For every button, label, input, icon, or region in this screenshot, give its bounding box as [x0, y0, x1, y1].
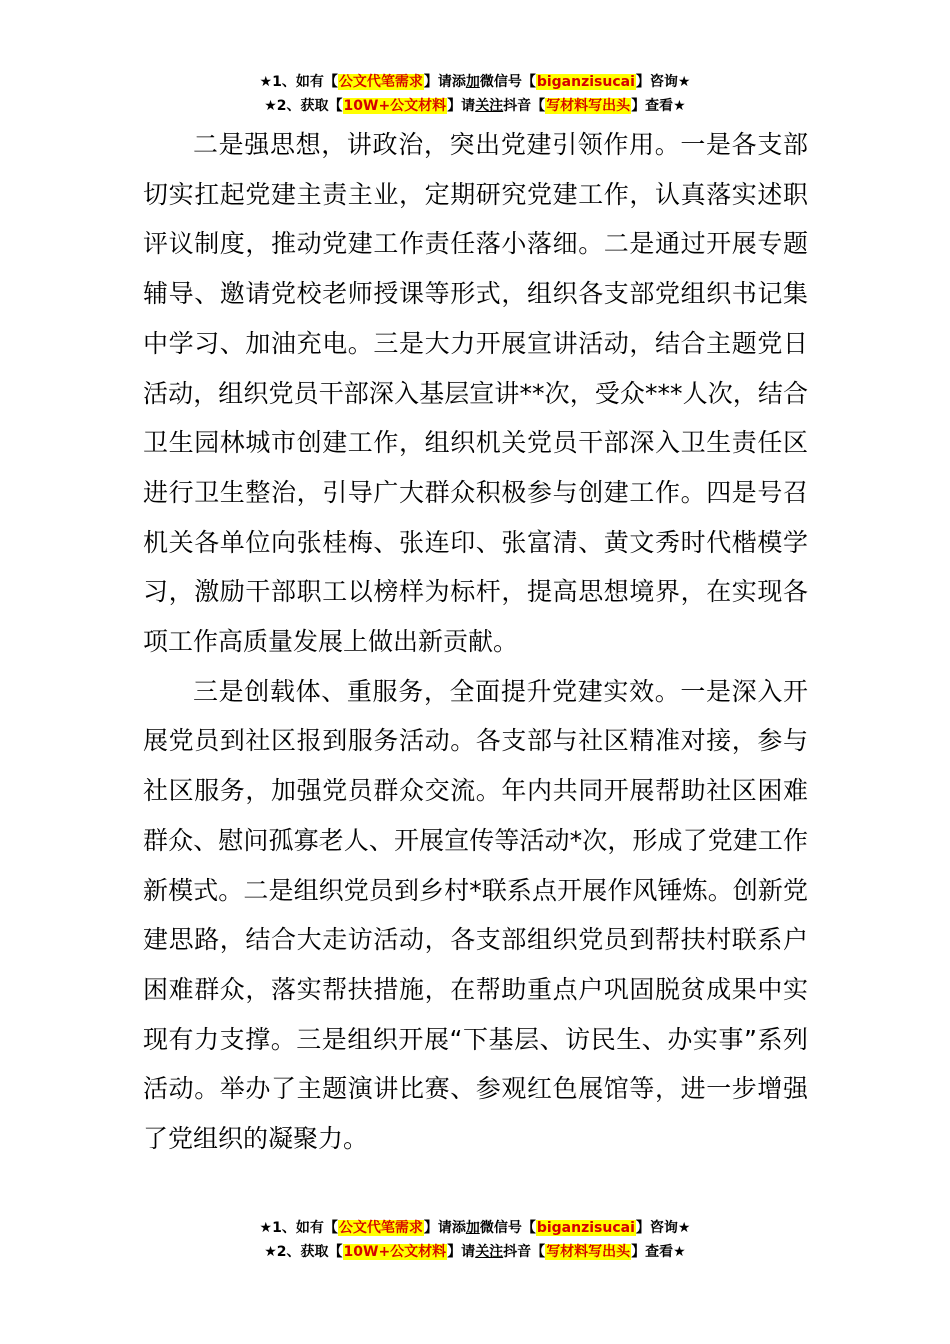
header-banner — [0, 70, 950, 118]
banner-underlined-text: 关注 — [475, 1244, 504, 1260]
banner-text: 】请 — [447, 1244, 476, 1260]
banner-text: 微信号【 — [479, 1220, 536, 1236]
banner-highlight-service: 公文代笔需求 — [338, 74, 423, 90]
banner-text: 】请 — [447, 98, 476, 114]
banner-line-1 — [0, 1216, 950, 1240]
banner-text: 】查看★ — [631, 1244, 686, 1260]
banner-line-2 — [0, 94, 950, 118]
paragraph-ideology: 二是强思想，讲政治，突出党建引领作用。一是各支部切实扛起党建主责主业，定期研究党建工作，认真落实述职评议制度，推动党建工作责任落小落细。二是通过开展专题辅导、邀请党校老师授课等形式，组织各支部党组织书记集中学习、加油充电。三是大力开展宣讲活动，结合主题党日活动，组织党员干部深入基层宣讲**次，受众***人次，结合卫生园林城市创建工作，组织机关党员干部深入卫生责任区进行卫生整治，引导广大群众积极参与创建工作。四是号召机关各单位向张桂梅、张连印、张富清、黄文秀时代楷模学习，激励干部职工以榜样为标杆，提高思想境界，在实现各项工作高质量发展上做出新贡献。 — [143, 130, 808, 657]
banner-text: ★2、获取【 — [264, 1244, 343, 1260]
banner-line-1 — [0, 70, 950, 94]
banner-highlight-materials: 10W+公文材料 — [343, 1244, 447, 1260]
banner-underlined-text: 加 — [465, 74, 480, 90]
banner-highlight-wechat-id: biganzisucai — [536, 74, 635, 90]
banner-text: 微信号【 — [479, 74, 536, 90]
banner-text: 】咨询★ — [635, 74, 691, 90]
banner-text: ★1、如有【 — [259, 74, 338, 90]
banner-text: 抖音【 — [503, 98, 546, 114]
banner-text: 】请添 — [423, 1220, 466, 1236]
banner-line-2 — [0, 1240, 950, 1264]
banner-highlight-service: 公文代笔需求 — [338, 1220, 423, 1236]
banner-highlight-douyin: 写材料写出头 — [546, 1244, 631, 1260]
banner-text: 】请添 — [423, 74, 466, 90]
banner-text: ★1、如有【 — [259, 1220, 338, 1236]
banner-highlight-materials: 10W+公文材料 — [343, 98, 447, 114]
paragraph-service: 三是创载体、重服务，全面提升党建实效。一是深入开展党员到社区报到服务活动。各支部与社区精准对接，参与社区服务，加强党员群众交流。年内共同开展帮助社区困难群众、慰问孤寡老人、开展宣传等活动*次，形成了党建工作新模式。二是组织党员到乡村*联系点开展作风锤炼。创新党建思路，结合大走访活动，各支部组织党员到帮扶村联系户困难群众，落实帮扶措施，在帮助重点户巩固脱贫成果中实现有力支撑。三是组织开展“下基层、访民生、办实事”系列活动。举办了主题演讲比赛、参观红色展馆等，进一步增强了党组织的凝聚力。 — [143, 676, 808, 1154]
banner-underlined-text: 加 — [465, 1220, 480, 1236]
banner-highlight-douyin: 写材料写出头 — [546, 98, 631, 114]
banner-text: ★2、获取【 — [264, 98, 343, 114]
footer-banner — [0, 1216, 950, 1264]
document-body — [143, 120, 808, 1164]
banner-text: 】查看★ — [631, 98, 686, 114]
banner-highlight-wechat-id: biganzisucai — [536, 1220, 635, 1236]
banner-text: 】咨询★ — [635, 1220, 691, 1236]
banner-text: 抖音【 — [503, 1244, 546, 1260]
banner-underlined-text: 关注 — [475, 98, 504, 114]
